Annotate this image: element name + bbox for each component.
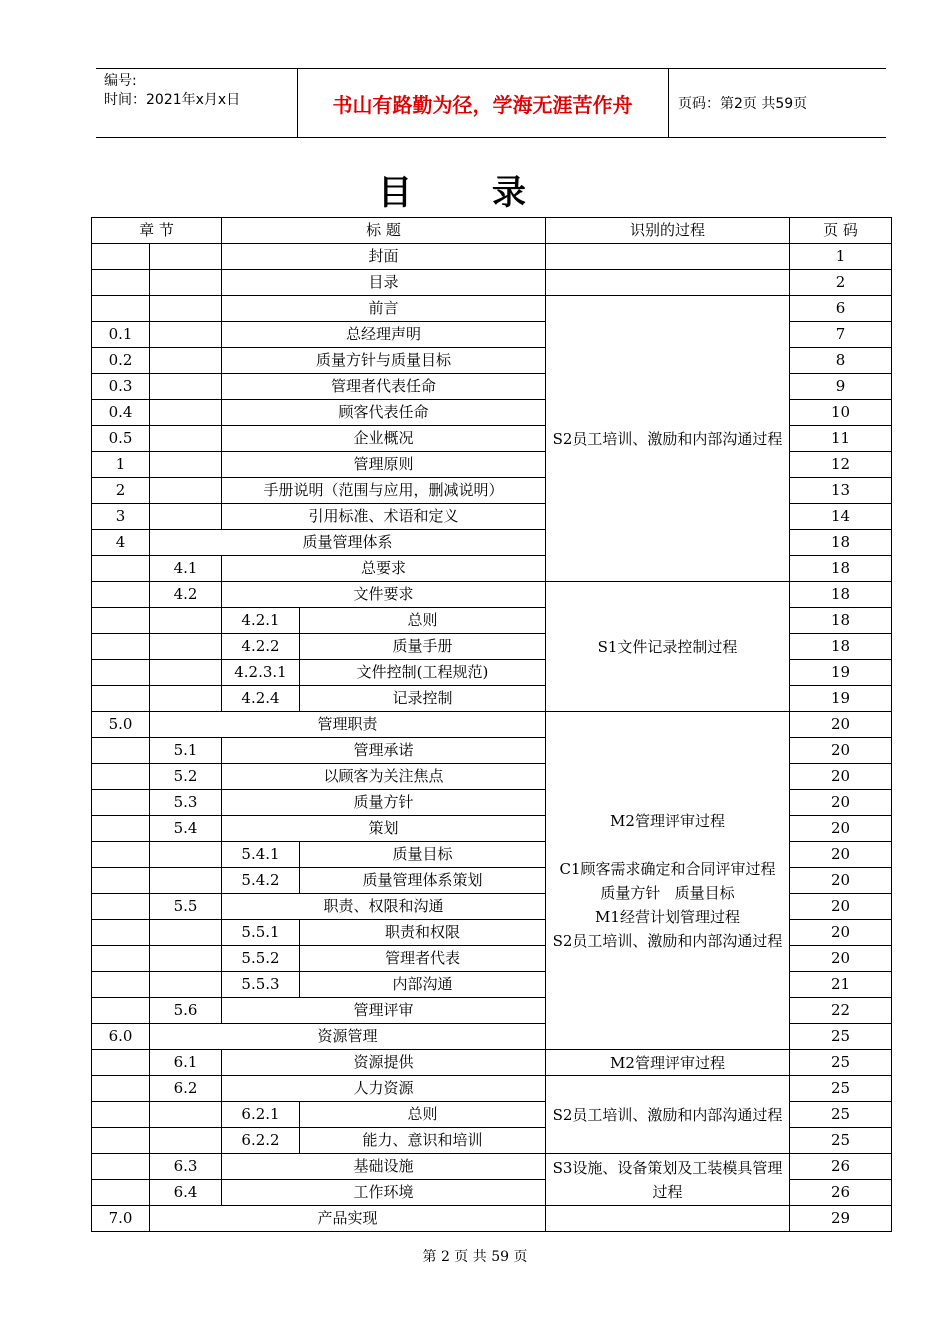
page-cell: 20 (790, 842, 892, 868)
page-cell: 20 (790, 738, 892, 764)
page-cell: 18 (790, 608, 892, 634)
section-cell (150, 426, 222, 452)
section-cell (150, 972, 222, 998)
col-header-chapter: 章 节 (92, 218, 222, 244)
section-cell (150, 478, 222, 504)
page-cell: 9 (790, 374, 892, 400)
heading-cell: 总要求 (222, 556, 546, 582)
page-cell: 20 (790, 790, 892, 816)
section-cell (150, 452, 222, 478)
page-cell: 2 (790, 270, 892, 296)
page-cell: 25 (790, 1050, 892, 1076)
heading-cell: 策划 (222, 816, 546, 842)
chapter-cell (92, 842, 150, 868)
subsection-cell: 6.2.2 (222, 1128, 300, 1154)
heading-cell: 质量方针 (222, 790, 546, 816)
section-cell (150, 842, 222, 868)
page-cell: 25 (790, 1024, 892, 1050)
process-line: M2管理评审过程 (610, 811, 725, 830)
document-time-label: 时间：2021年x月x日 (104, 92, 241, 108)
heading-cell: 质量方针与质量目标 (222, 348, 546, 374)
table-row (92, 1154, 892, 1180)
header-page-info: 页码：第2页 共59页 (678, 96, 808, 112)
chapter-cell (92, 582, 150, 608)
section-cell (150, 400, 222, 426)
page-cell: 20 (790, 816, 892, 842)
table-row (92, 1076, 892, 1102)
page-cell: 7 (790, 322, 892, 348)
heading-cell: 内部沟通 (300, 972, 546, 998)
chapter-cell: 0.1 (92, 322, 150, 348)
heading-cell: 目录 (222, 270, 546, 296)
document-number-label: 编号: (104, 73, 137, 89)
page-cell: 20 (790, 764, 892, 790)
process-cell: M2管理评审过程 (546, 1050, 790, 1076)
process-line: M1经营计划管理过程 (595, 907, 740, 926)
page-cell: 19 (790, 686, 892, 712)
chapter-cell: 5.0 (92, 712, 150, 738)
subsection-cell: 4.2.2 (222, 634, 300, 660)
subsection-cell: 4.2.3.1 (222, 660, 300, 686)
section-cell (150, 270, 222, 296)
subsection-cell: 6.2.1 (222, 1102, 300, 1128)
section-cell: 5.1 (150, 738, 222, 764)
process-cell: S3设施、设备策划及工装模具管理过程 (546, 1154, 790, 1206)
section-cell: 6.1 (150, 1050, 222, 1076)
chapter-cell: 7.0 (92, 1206, 150, 1232)
page-cell: 20 (790, 868, 892, 894)
page-footer: 第 2 页 共 59 页 (422, 1249, 528, 1265)
heading-cell: 管理承诺 (222, 738, 546, 764)
heading-cell: 总则 (300, 608, 546, 634)
section-cell: 4.1 (150, 556, 222, 582)
chapter-cell: 2 (92, 478, 150, 504)
section-cell (150, 1102, 222, 1128)
chapter-cell (92, 1180, 150, 1206)
section-cell (150, 634, 222, 660)
page-cell: 20 (790, 712, 892, 738)
section-cell (150, 296, 222, 322)
process-cell (546, 244, 790, 270)
heading-cell: 产品实现 (150, 1206, 546, 1232)
heading-cell: 以顾客为关注焦点 (222, 764, 546, 790)
subsection-cell: 5.5.2 (222, 946, 300, 972)
heading-cell: 能力、意识和培训 (300, 1128, 546, 1154)
section-cell (150, 660, 222, 686)
chapter-cell (92, 972, 150, 998)
col-header-heading: 标 题 (222, 218, 546, 244)
process-line: C1顾客需求确定和合同评审过程 (559, 859, 776, 878)
section-cell (150, 348, 222, 374)
section-cell: 6.2 (150, 1076, 222, 1102)
process-line: 质量方针 质量目标 (600, 883, 735, 902)
page-cell: 25 (790, 1076, 892, 1102)
col-header-process: 识别的过程 (546, 218, 790, 244)
page-cell: 18 (790, 530, 892, 556)
chapter-cell (92, 738, 150, 764)
subsection-cell: 5.4.1 (222, 842, 300, 868)
chapter-cell (92, 634, 150, 660)
heading-cell: 手册说明（范围与应用，删减说明） (222, 478, 546, 504)
heading-cell: 工作环境 (222, 1180, 546, 1206)
heading-cell: 总经理声明 (222, 322, 546, 348)
header-motto: 书山有路勤为径，学海无涯苦作舟 (332, 92, 633, 117)
chapter-cell (92, 920, 150, 946)
chapter-cell (92, 946, 150, 972)
page-header (96, 68, 886, 138)
page-cell: 19 (790, 660, 892, 686)
heading-cell: 前言 (222, 296, 546, 322)
heading-cell: 引用标准、术语和定义 (222, 504, 546, 530)
chapter-cell: 1 (92, 452, 150, 478)
heading-cell: 管理职责 (150, 712, 546, 738)
subsection-cell: 5.5.1 (222, 920, 300, 946)
chapter-cell (92, 998, 150, 1024)
page-cell: 6 (790, 296, 892, 322)
table-row (92, 270, 892, 296)
section-cell: 6.4 (150, 1180, 222, 1206)
heading-cell: 质量目标 (300, 842, 546, 868)
subsection-cell: 5.5.3 (222, 972, 300, 998)
chapter-cell (92, 1050, 150, 1076)
chapter-cell (92, 244, 150, 270)
subsection-cell: 5.4.2 (222, 868, 300, 894)
table-row (92, 712, 892, 738)
chapter-cell (92, 1076, 150, 1102)
heading-cell: 管理评审 (222, 998, 546, 1024)
page-cell: 22 (790, 998, 892, 1024)
heading-cell: 职责、权限和沟通 (222, 894, 546, 920)
section-cell (150, 608, 222, 634)
chapter-cell (92, 1154, 150, 1180)
table-row (92, 1206, 892, 1232)
table-row (92, 244, 892, 270)
process-spacer (550, 833, 785, 857)
heading-cell: 质量管理体系 (150, 530, 546, 556)
header-divider (668, 69, 669, 137)
process-cell: S1文件记录控制过程 (546, 582, 790, 712)
page-cell: 26 (790, 1154, 892, 1180)
page-cell: 20 (790, 920, 892, 946)
chapter-cell (92, 764, 150, 790)
page-cell: 25 (790, 1102, 892, 1128)
col-header-page: 页 码 (790, 218, 892, 244)
chapter-cell (92, 1102, 150, 1128)
toc-table (91, 217, 892, 1232)
heading-cell: 基础设施 (222, 1154, 546, 1180)
page-cell: 26 (790, 1180, 892, 1206)
heading-cell: 顾客代表任命 (222, 400, 546, 426)
chapter-cell (92, 660, 150, 686)
section-cell: 5.6 (150, 998, 222, 1024)
chapter-cell (92, 816, 150, 842)
chapter-cell: 0.2 (92, 348, 150, 374)
heading-cell: 资源提供 (222, 1050, 546, 1076)
chapter-cell (92, 894, 150, 920)
heading-cell: 记录控制 (300, 686, 546, 712)
section-cell (150, 686, 222, 712)
section-cell (150, 946, 222, 972)
chapter-cell (92, 686, 150, 712)
heading-cell: 企业概况 (222, 426, 546, 452)
page-cell: 25 (790, 1128, 892, 1154)
section-cell: 5.2 (150, 764, 222, 790)
table-row (92, 582, 892, 608)
heading-cell: 质量管理体系策划 (300, 868, 546, 894)
section-cell: 6.3 (150, 1154, 222, 1180)
heading-cell: 管理者代表 (300, 946, 546, 972)
page-cell: 12 (790, 452, 892, 478)
heading-cell: 封面 (222, 244, 546, 270)
section-cell (150, 868, 222, 894)
page-cell: 20 (790, 894, 892, 920)
subsection-cell: 4.2.1 (222, 608, 300, 634)
table-row (92, 296, 892, 322)
page-cell: 18 (790, 634, 892, 660)
heading-cell: 人力资源 (222, 1076, 546, 1102)
section-cell (150, 1128, 222, 1154)
chapter-cell: 4 (92, 530, 150, 556)
page-cell: 29 (790, 1206, 892, 1232)
chapter-cell: 6.0 (92, 1024, 150, 1050)
section-cell: 4.2 (150, 582, 222, 608)
page-cell: 21 (790, 972, 892, 998)
chapter-cell (92, 868, 150, 894)
chapter-cell (92, 296, 150, 322)
table-header-row (92, 218, 892, 244)
chapter-cell: 0.3 (92, 374, 150, 400)
page-cell: 1 (790, 244, 892, 270)
page-cell: 13 (790, 478, 892, 504)
heading-cell: 总则 (300, 1102, 546, 1128)
page-cell: 11 (790, 426, 892, 452)
page-cell: 18 (790, 556, 892, 582)
process-cell: S2员工培训、激励和内部沟通过程 (546, 296, 790, 582)
process-cell (546, 1206, 790, 1232)
page-cell: 10 (790, 400, 892, 426)
section-cell (150, 244, 222, 270)
chapter-cell (92, 556, 150, 582)
process-line: S2员工培训、激励和内部沟通过程 (552, 931, 783, 950)
chapter-cell (92, 1128, 150, 1154)
chapter-cell (92, 608, 150, 634)
heading-cell: 文件要求 (222, 582, 546, 608)
page-cell: 20 (790, 946, 892, 972)
section-cell: 5.3 (150, 790, 222, 816)
heading-cell: 管理原则 (222, 452, 546, 478)
process-cell (546, 270, 790, 296)
chapter-cell: 0.4 (92, 400, 150, 426)
page-cell: 18 (790, 582, 892, 608)
process-cell: S2员工培训、激励和内部沟通过程 (546, 1076, 790, 1154)
table-row (92, 1050, 892, 1076)
chapter-cell (92, 790, 150, 816)
header-meta (104, 72, 240, 110)
heading-cell: 质量手册 (300, 634, 546, 660)
subsection-cell: 4.2.4 (222, 686, 300, 712)
chapter-cell: 3 (92, 504, 150, 530)
heading-cell: 管理者代表任命 (222, 374, 546, 400)
section-cell (150, 920, 222, 946)
page-cell: 8 (790, 348, 892, 374)
section-cell (150, 504, 222, 530)
process-cell (546, 712, 790, 1050)
section-cell: 5.4 (150, 816, 222, 842)
heading-cell: 文件控制(工程规范) (300, 660, 546, 686)
heading-cell: 职责和权限 (300, 920, 546, 946)
section-cell (150, 322, 222, 348)
page-cell: 14 (790, 504, 892, 530)
heading-cell: 资源管理 (150, 1024, 546, 1050)
section-cell: 5.5 (150, 894, 222, 920)
chapter-cell (92, 270, 150, 296)
section-cell (150, 374, 222, 400)
page-title: 目录 (378, 173, 606, 213)
chapter-cell: 0.5 (92, 426, 150, 452)
